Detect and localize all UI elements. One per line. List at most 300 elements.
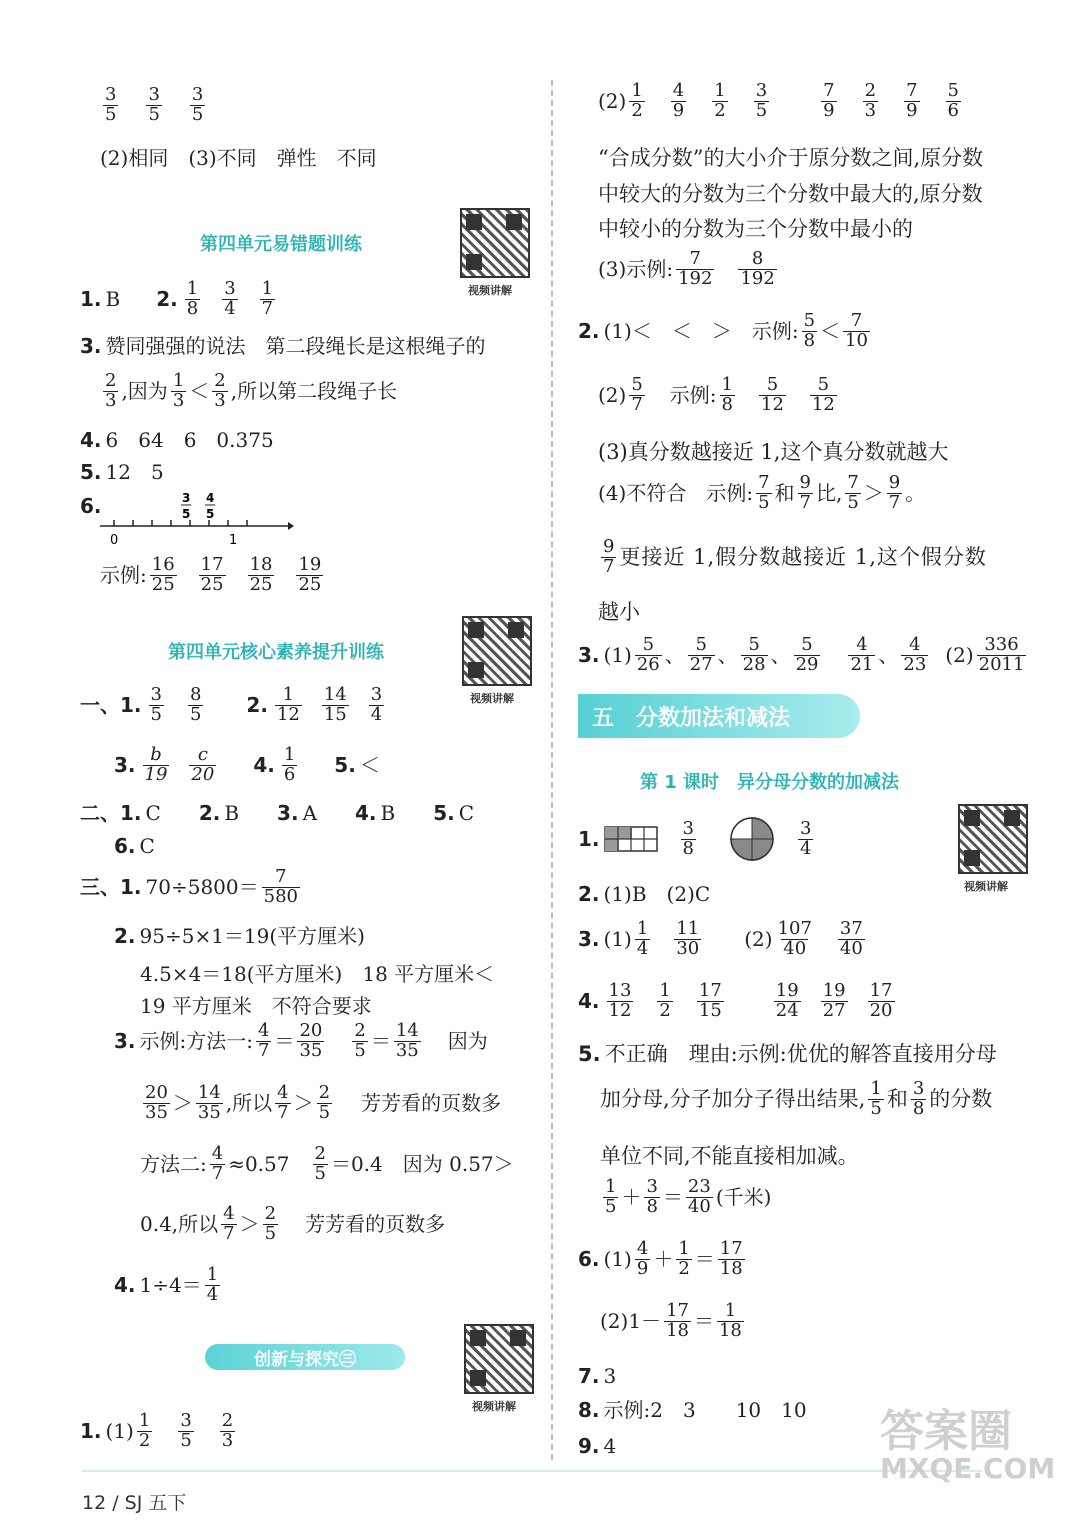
part3-q3-l1: 3. 示例:方法一: $\frac{4}{7}$ ＝ $\frac{20}{35}$ $\frac{2}{5}$ ＝ $\frac{14}{35}$ 因为 [114, 1020, 488, 1061]
numerator: 14 [323, 684, 347, 705]
denominator: 40 [783, 937, 807, 959]
numerator: 14 [395, 1020, 419, 1041]
denominator: 2 [138, 1429, 151, 1451]
fraction [676, 250, 714, 289]
numerator: 336 [984, 634, 1019, 655]
numerator: 7 [847, 472, 859, 493]
denominator: 35 [197, 1101, 221, 1123]
numerator: 2 [105, 370, 117, 391]
fraction [394, 1022, 421, 1061]
denominator: 9 [906, 99, 918, 121]
numerator: 5 [947, 80, 959, 101]
q2-line2: (2) $\frac{5}{7}$ 示例: $\frac{1}{8}$ $\frac{5}{12}$ $\frac{5}{12}$ [598, 374, 835, 415]
numerator: 8 [189, 684, 202, 705]
l5-line1: 5. 不正确 理由:示例:优优的解答直接用分母 [578, 1042, 997, 1066]
grid-rectangle-icon [604, 826, 658, 852]
denominator: 8 [721, 393, 733, 415]
denominator: 15 [698, 999, 722, 1021]
lesson-title: 第 1 课时 异分母分数的加减法 [640, 772, 900, 793]
tick-label-0: 0 [110, 533, 119, 548]
fraction [317, 1084, 332, 1123]
denominator: 192 [678, 267, 713, 289]
l1-line: 1. $\frac{3}{8}$ $\frac{3}{4}$ [578, 816, 816, 862]
fraction [688, 636, 715, 675]
denominator: 5 [755, 99, 768, 121]
part3-q2-l1: 2. 95÷5×1＝19(平方厘米) [114, 924, 365, 948]
numerator: 3 [682, 817, 694, 839]
unit-banner: 五 分数加法和减法 [578, 694, 860, 738]
numerator: b [150, 744, 162, 765]
numerator: 11 [676, 918, 700, 939]
q3-line: 3. (1) $\frac{5}{26}$ 、 $\frac{5}{27}$ 、 $\frac{5}{28}$ 、 $\frac{5}{29}$ $\frac{4}{21}$ 、 $\frac{4}{23}$ (2) $\frac{336}{2011}$ [578, 634, 1025, 675]
numerator: 13 [608, 980, 632, 1001]
denominator: 5 [191, 103, 204, 125]
fraction [717, 1302, 744, 1341]
svg-text:4: 4 [206, 491, 215, 505]
numerator: 23 [687, 1176, 711, 1197]
fraction [776, 920, 814, 959]
numerator: 1 [870, 1078, 882, 1099]
fraction [657, 982, 672, 1021]
part3-q2-l2: 4.5×4＝18(平方厘米) 18 平方厘米＜ [140, 962, 495, 986]
tick-label-1: 1 [229, 533, 238, 548]
denominator: 7 [888, 491, 901, 513]
qr-label: 视频讲解 [472, 1400, 516, 1413]
fraction [212, 372, 227, 411]
denominator: 3 [172, 389, 185, 411]
numerator: 3 [148, 84, 160, 105]
numerator: 2 [264, 1203, 277, 1224]
fraction [205, 1266, 220, 1305]
l5-line2: 加分母,分子加分子得出结果, $\frac{1}{5}$ 和 $\frac{3}{8}$ 的分数 [600, 1078, 993, 1119]
numerator: 8 [751, 248, 764, 269]
answer-3-cont: $\frac{2}{3}$ ,因为 $\frac{1}{3}$ ＜ $\frac{2}{3}$ ,所以第二段绳子长 [105, 370, 398, 411]
fraction [741, 636, 768, 675]
fraction [810, 376, 837, 415]
fraction [149, 686, 164, 725]
fraction [282, 746, 297, 785]
denominator: 9 [672, 99, 685, 121]
fraction [220, 1412, 235, 1451]
fraction [222, 280, 237, 319]
qr-label: 视频讲解 [470, 692, 514, 705]
denominator: 26 [636, 653, 660, 675]
denominator: 35 [299, 1039, 323, 1061]
denominator: 27 [689, 653, 713, 675]
fraction [607, 982, 634, 1021]
fraction [263, 1205, 278, 1244]
denominator: 9 [823, 99, 835, 121]
denominator: 25 [249, 573, 273, 595]
denominator: 8 [912, 1097, 925, 1119]
denominator: 5 [314, 1162, 326, 1184]
denominator: 23 [903, 653, 927, 675]
fraction [601, 538, 616, 577]
denominator: 5 [870, 1097, 882, 1119]
l9-line: 9. 4 [578, 1434, 617, 1458]
r-line1: (2) $\frac{1}{2}$ $\frac{4}{9}$ $\frac{1}{2}$ $\frac{3}{5}$ $\frac{7}{9}$ $\frac{2}{3}$ $\frac{7}{9}$ $\frac{5}{6}$ [598, 80, 959, 121]
numerator: 1 [678, 1238, 690, 1259]
denominator: 3 [214, 389, 226, 411]
numerator: 2 [314, 1143, 326, 1164]
number-line [96, 486, 296, 548]
numerator: 19 [775, 980, 799, 1001]
numerator: 2 [318, 1082, 331, 1103]
qr-code-icon[interactable] [464, 1324, 534, 1394]
fraction [686, 1178, 713, 1217]
fraction [322, 686, 349, 725]
denominator: 20 [869, 999, 893, 1021]
numerator: 7 [823, 80, 835, 101]
denominator: 7 [603, 555, 615, 577]
numerator: 4 [223, 1203, 235, 1224]
numerator: 3 [191, 84, 204, 105]
fraction [210, 1145, 225, 1184]
numerator: 17 [698, 980, 722, 1001]
fraction [718, 1240, 745, 1279]
denominator: 25 [200, 573, 224, 595]
fraction [756, 474, 771, 513]
denominator: 7 [799, 491, 811, 513]
denominator: 7 [277, 1101, 289, 1123]
denominator: 8 [646, 1195, 658, 1217]
q2-line4: (4)不符合 示例: $\frac{7}{5}$ 和 $\frac{9}{7}$ 比, $\frac{7}{5}$ ＞ $\frac{9}{7}$ 。 [598, 472, 926, 513]
numerator: 3 [180, 1410, 192, 1431]
column-divider [551, 80, 553, 1460]
fraction [738, 250, 776, 289]
fraction [296, 556, 323, 595]
denominator: 20 [191, 763, 215, 785]
fraction [178, 1412, 193, 1451]
numerator: 1 [186, 278, 199, 299]
section-title-core: 第四单元核心素养提升训练 [168, 642, 384, 663]
fraction [946, 82, 961, 121]
numerator: 5 [631, 374, 643, 395]
q2-line3: (3)真分数越接近 1,这个真分数就越大 [598, 440, 949, 464]
fraction [720, 376, 735, 415]
numerator: 1 [206, 1264, 219, 1285]
denominator: 580 [263, 885, 298, 907]
footer-rule [82, 1470, 982, 1472]
example-fractions: 示例: $\frac{16}{25}$ $\frac{17}{25}$ $\frac{18}{25}$ $\frac{19}{25}$ [100, 554, 322, 595]
denominator: 4 [370, 703, 383, 725]
numerator: 3 [755, 80, 768, 101]
denominator: 40 [839, 937, 863, 959]
svg-text:5: 5 [206, 507, 215, 521]
numerator: 3 [105, 84, 117, 105]
fraction [313, 1145, 328, 1184]
denominator: 192 [740, 267, 775, 289]
numerator: 4 [856, 634, 868, 655]
fraction [629, 376, 644, 415]
fraction [635, 636, 662, 675]
r-line5: (3)示例: $\frac{7}{192}$ $\frac{8}{192}$ [598, 248, 775, 289]
fraction [868, 982, 895, 1021]
numerator: 3 [912, 1078, 925, 1099]
q2-line1: 2. (1)＜ ＜ ＞ 示例: $\frac{5}{8}$ ＜ $\frac{7}{10}$ [578, 310, 868, 351]
numerator: 3 [646, 1176, 658, 1197]
numerator: 14 [197, 1082, 221, 1103]
denominator: 5 [180, 1429, 192, 1451]
denominator: 19 [144, 763, 168, 785]
numerator: 1 [283, 744, 296, 765]
numerator: 5 [803, 310, 816, 331]
fraction [635, 1240, 650, 1279]
numerator: 1 [636, 918, 649, 939]
denominator: 15 [323, 703, 347, 725]
fraction [774, 982, 801, 1021]
numerator: 1 [172, 370, 185, 391]
numerator: 1 [659, 980, 671, 1001]
denominator: 5 [189, 703, 202, 725]
qr-label: 视频讲解 [468, 284, 512, 297]
denominator: 7 [631, 393, 643, 415]
denominator: 7 [211, 1162, 224, 1184]
denominator: 5 [354, 1039, 366, 1061]
fraction [603, 1178, 618, 1217]
fraction [911, 1080, 926, 1119]
page-footer: 12 / SJ 五下 [82, 1492, 187, 1514]
denominator: 4 [636, 937, 649, 959]
l2-line: 2. (1)B (2)C [578, 882, 711, 906]
l6-line1: 6. (1) $\frac{4}{9}$ ＋ $\frac{1}{2}$ ＝ $\frac{17}{18}$ [578, 1238, 743, 1279]
answer-4: 4. 6 64 6 0.375 [80, 428, 274, 452]
fraction [712, 82, 727, 121]
denominator: 7 [223, 1222, 235, 1244]
denominator: 35 [145, 1101, 168, 1123]
numerator: 2 [864, 80, 877, 101]
fraction [189, 746, 216, 785]
fraction [196, 1084, 223, 1123]
fraction [664, 1302, 691, 1341]
numerator: 19 [298, 554, 322, 575]
numerator: 9 [888, 472, 901, 493]
part3-q3-l2: $\frac{20}{35}$ ＞ $\frac{14}{35}$ ,所以 $\frac{4}{7}$ ＞ $\frac{2}{5}$ 芳芳看的页数多 [145, 1082, 502, 1123]
numerator: 1 [714, 80, 726, 101]
numerator: 3 [370, 684, 383, 705]
denominator: 24 [775, 999, 799, 1021]
fraction [171, 372, 186, 411]
numerator: 7 [758, 472, 770, 493]
fraction [221, 1205, 236, 1244]
answer-line: (2)相同 (3)不同 弹性 不同 [100, 146, 377, 170]
numerator: 1 [138, 1410, 151, 1431]
numerator: 17 [719, 1238, 743, 1259]
numerator: 4 [909, 634, 921, 655]
denominator: 8 [186, 297, 199, 319]
fraction [977, 636, 1027, 675]
q2-line6: 越小 [598, 600, 640, 624]
section-title-errors: 第四单元易错题训练 [200, 234, 362, 255]
numerator: 5 [748, 634, 760, 655]
fraction [150, 556, 177, 595]
answer-5: 5. 12 5 [80, 460, 164, 484]
denominator: 35 [395, 1039, 419, 1061]
denominator: 5 [105, 103, 117, 125]
fraction [798, 474, 813, 513]
denominator: 5 [758, 491, 770, 513]
denominator: 18 [719, 1257, 743, 1279]
denominator: 3 [105, 389, 117, 411]
qr-code-icon[interactable] [460, 208, 530, 278]
numerator: 2 [221, 1410, 234, 1431]
numerator: 107 [777, 918, 812, 939]
fraction [904, 82, 919, 121]
numerator: 1 [724, 1300, 737, 1321]
numerator: 9 [603, 536, 615, 557]
fraction [143, 1084, 170, 1123]
numerator: 7 [689, 248, 701, 269]
fraction [838, 920, 865, 959]
fraction [262, 868, 300, 907]
denominator: 8 [803, 329, 816, 351]
fraction [821, 982, 848, 1021]
qr-code-icon[interactable] [462, 616, 532, 686]
denominator: 6 [283, 763, 296, 785]
denominator: 6 [947, 99, 959, 121]
denominator: 5 [264, 1222, 277, 1244]
fraction [697, 982, 724, 1021]
numerator: 2 [354, 1020, 366, 1041]
watermark-logo: 答案圈 MXQE.COM [880, 1406, 1056, 1485]
denominator: 7 [258, 1039, 270, 1061]
part2-line1: 二、1. C 2. B 3. A 4. B 5. C [80, 801, 475, 825]
denominator: 21 [850, 653, 874, 675]
fraction [843, 312, 870, 351]
numerator: 5 [817, 374, 830, 395]
fraction [103, 372, 118, 411]
numerator: 5 [801, 634, 813, 655]
numerator: 7 [850, 310, 863, 331]
section-title-innovation: 创新与探究㊂ [205, 1344, 405, 1370]
answer-6: 6. [80, 494, 102, 518]
part3-q4: 4. 1÷4＝ $\frac{1}{4}$ [114, 1264, 219, 1305]
fraction [146, 86, 161, 125]
denominator: 7 [261, 297, 274, 319]
fraction [256, 1022, 271, 1061]
denominator: 5 [847, 491, 859, 513]
l5-line3: 单位不同,不能直接相加减。 [600, 1144, 859, 1168]
fraction [845, 474, 860, 513]
fraction [863, 82, 878, 121]
numerator: 1 [605, 1176, 617, 1197]
numerator: 4 [672, 80, 685, 101]
qr-label: 视频讲解 [964, 880, 1008, 893]
denominator: 4 [224, 297, 236, 319]
part3-q1: 三、1. 70÷5800＝ $\frac{7}{580}$ [80, 866, 298, 907]
numerator: 4 [277, 1082, 289, 1103]
numerator: 16 [151, 554, 175, 575]
fraction [297, 1022, 324, 1061]
fraction [798, 817, 813, 859]
denominator: 27 [822, 999, 846, 1021]
numerator: 17 [869, 980, 893, 1001]
denominator: 4 [799, 837, 812, 859]
fraction [275, 1084, 290, 1123]
denominator: 2 [659, 999, 671, 1021]
fraction [759, 376, 786, 415]
fraction [369, 686, 384, 725]
fraction [275, 686, 302, 725]
numerator: 1 [282, 684, 295, 705]
denominator: 12 [608, 999, 632, 1021]
l8-line: 8. 示例:2 3 10 10 [578, 1398, 807, 1422]
answer-1-2: 1. B 2. $\frac{1}{8}$ $\frac{3}{4}$ $\frac{1}{7}$ [80, 278, 274, 319]
denominator: 2011 [978, 653, 1025, 675]
numerator: 1 [261, 278, 274, 299]
numerator: 1 [721, 374, 733, 395]
fraction [887, 474, 902, 513]
innovation-q1: 1. (1) $\frac{1}{2}$ $\frac{3}{5}$ $\frac{2}{3}$ [80, 1410, 234, 1451]
numerator: 18 [249, 554, 273, 575]
fraction [821, 82, 836, 121]
fraction [676, 1240, 691, 1279]
denominator: 29 [795, 653, 819, 675]
l7-line: 7. 3 [578, 1364, 617, 1388]
denominator: 10 [845, 329, 868, 351]
denominator: 25 [298, 573, 322, 595]
qr-code-icon[interactable] [958, 804, 1028, 874]
numerator: 19 [822, 980, 846, 1001]
denominator: 25 [151, 573, 175, 595]
numerator: 20 [299, 1020, 323, 1041]
denominator: 12 [276, 703, 300, 725]
fraction [901, 636, 928, 675]
fraction [629, 82, 644, 121]
numerator: 17 [200, 554, 224, 575]
fraction [794, 636, 821, 675]
fraction [671, 82, 686, 121]
fraction [103, 86, 118, 125]
part1-line2: 3. $\frac{b}{19}$ $\frac{c}{20}$ 4. $\frac{1}{6}$ 5. ＜ [114, 744, 380, 785]
denominator: 12 [811, 393, 835, 415]
numerator: 5 [766, 374, 779, 395]
numerator: 3 [224, 278, 236, 299]
denominator: 5 [318, 1101, 331, 1123]
fraction [137, 1412, 152, 1451]
svg-text:3: 3 [182, 491, 191, 505]
quartered-circle-icon [729, 816, 775, 862]
part2-line2: 6. C [114, 834, 155, 858]
fraction [802, 312, 817, 351]
q2-line5: $\frac{9}{7}$ 更接近 1,假分数越接近 1,这个假分数 [603, 536, 987, 577]
numerator: 4 [258, 1020, 270, 1041]
numerator: 9 [799, 472, 811, 493]
denominator: 2 [714, 99, 726, 121]
fraction [190, 86, 205, 125]
part3-q2-l3: 19 平方厘米 不符合要求 [140, 994, 372, 1018]
denominator: 2 [678, 1257, 690, 1279]
fraction [635, 920, 650, 959]
numerator: 4 [211, 1143, 224, 1164]
denominator: 5 [605, 1195, 617, 1217]
fraction [848, 636, 875, 675]
fraction [143, 746, 170, 785]
numerator: 7 [275, 866, 287, 887]
fraction [644, 1178, 659, 1217]
l5-line4: $\frac{1}{5}$ ＋ $\frac{3}{8}$ ＝ $\frac{23}{40}$ (千米) [605, 1176, 772, 1217]
numerator: 5 [642, 634, 655, 655]
denominator: 28 [742, 653, 766, 675]
numerator: 3 [150, 684, 162, 705]
denominator: 40 [687, 1195, 711, 1217]
l3-line: 3. (1) $\frac{1}{4}$ $\frac{11}{30}$ (2) $\frac{107}{40}$ $\frac{37}{40}$ [578, 918, 863, 959]
fraction [260, 280, 275, 319]
r-line4: 中较小的分数为三个分数中最小的 [598, 217, 913, 241]
part3-q3-l3: 方法二: $\frac{4}{7}$ ≈0.57 $\frac{2}{5}$ ＝0.4 因为 0.57＞ [140, 1143, 514, 1184]
denominator: 30 [676, 937, 700, 959]
l6-line2: (2)1－ $\frac{17}{18}$ ＝ $\frac{1}{18}$ [600, 1300, 742, 1341]
